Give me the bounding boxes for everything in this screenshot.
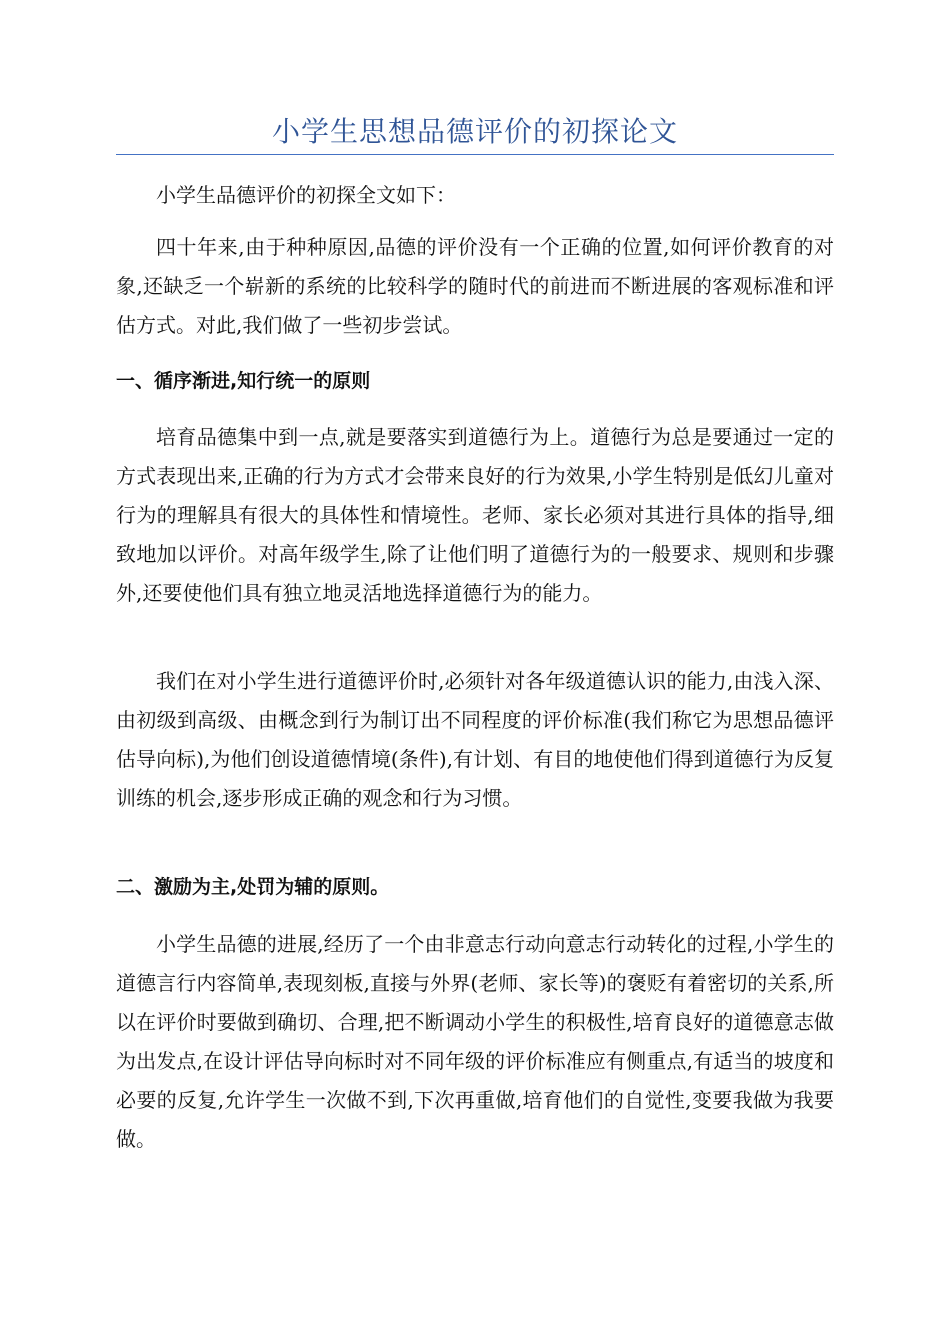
section-heading-2: 二、激励为主,处罚为辅的原则。 bbox=[116, 876, 390, 898]
title-underline bbox=[116, 154, 834, 155]
paragraph-1: 四十年来,由于种种原因,品德的评价没有一个正确的位置,如何评价教育的对象,还缺乏一个崭新的系统的比较科学的随时代的前进而不断进展的客观标准和评估方式。对此,我们做了一些初步尝试。 bbox=[116, 235, 834, 337]
document-title: 小学生思想品德评价的初探论文 bbox=[271, 115, 678, 148]
intro-paragraph: 小学生品德评价的初探全文如下： bbox=[156, 183, 456, 207]
paragraph-4: 小学生品德的进展,经历了一个由非意志行动向意志行动转化的过程,小学生的道德言行内容简单,表现刻板,直接与外界(老师、家长等)的褒贬有着密切的关系,所以在评价时要做到确切、合理,把不断调动小学生的积极性,培育良好的道德意志做为出发点,在设计评估导向标时对不同年级的评价标准应有侧重点,有适当的坡度和必要的反复,允许学生一次做不到,下次再重做,培育他们的自觉性,变要我做为我要做。 bbox=[116, 932, 834, 1151]
section-heading-1: 一、循序渐进,知行统一的原则 bbox=[116, 370, 371, 392]
paragraph-3: 我们在对小学生进行道德评价时,必须针对各年级道德认识的能力,由浅入深、由初级到高级、由概念到行为制订出不同程度的评价标准(我们称它为思想品德评估导向标),为他们创设道德情境(条件),有计划、有目的地使他们得到道德行为反复训练的机会,逐步形成正确的观念和行为习惯。 bbox=[116, 669, 834, 810]
paragraph-2: 培育品德集中到一点,就是要落实到道德行为上。道德行为总是要通过一定的方式表现出来,正确的行为方式才会带来良好的行为效果,小学生特别是低幻儿童对行为的理解具有很大的具体性和情境性。老师、家长必须对其进行具体的指导,细致地加以评价。对高年级学生,除了让他们明了道德行为的一般要求、规则和步骤外,还要使他们具有独立地灵活地选择道德行为的能力。 bbox=[116, 425, 834, 605]
